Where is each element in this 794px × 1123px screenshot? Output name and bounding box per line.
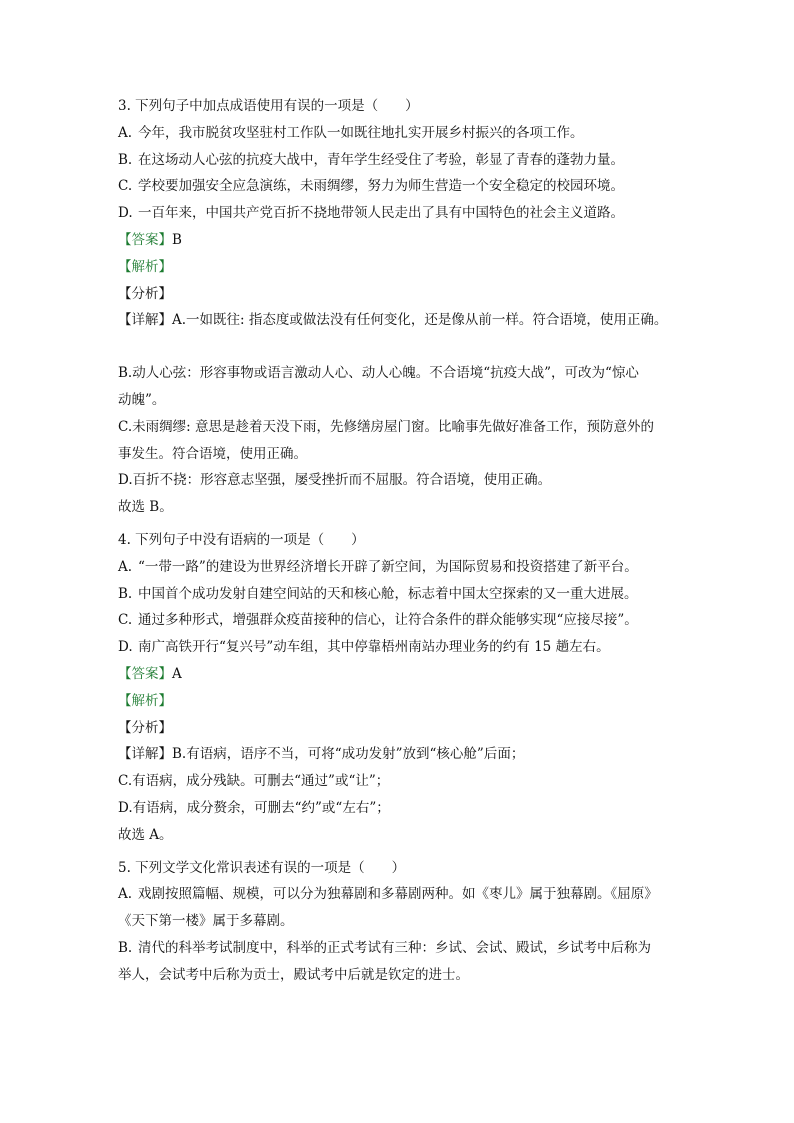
q5-stem: 5. 下列文学文化常识表述有误的一项是（ ） <box>118 859 406 876</box>
q3-conclusion: 故选 B。 <box>118 499 173 516</box>
q3-answer: 【答案】B <box>118 231 182 248</box>
q3-detail-a: 【详解】A.一如既往: 指态度或做法没有任何变化，还是像从前一样。符合语境，使用正确。 <box>118 312 668 329</box>
q4-jiexi-tag: 【解析】 <box>118 692 172 709</box>
q3-detail-c: C.未雨绸缪: 意思是趁着天没下雨，先修缮房屋门窗。比喻事先做好准备工作，预防意外的 <box>118 418 654 435</box>
q3-jiexi-tag: 【解析】 <box>118 258 172 275</box>
q5-option-a-cont: 《天下第一楼》属于多幕剧。 <box>118 913 294 930</box>
q3-option-d: D. 一百年来，中国共产党百折不挠地带领人民走出了具有中国特色的社会主义道路。 <box>118 205 624 222</box>
q4-option-b: B. 中国首个成功发射自建空间站的天和核心舱，标志着中国太空探索的又一重大进展。 <box>118 585 638 602</box>
q4-answer: 【答案】A <box>118 665 182 682</box>
q5-option-a: A. 戏剧按照篇幅、规模，可以分为独幕剧和多幕剧两种。如《枣儿》属于独幕剧。《屈原》 <box>118 886 658 903</box>
q4-stem: 4. 下列句子中没有语病的一项是（ ） <box>118 531 365 548</box>
q4-detail-d: D.有语病，成分赘余，可删去“约”或“左右”； <box>118 799 390 816</box>
q4-option-c: C. 通过多种形式，增强群众疫苗接种的信心，让符合条件的群众能够实现“应接尽接”。 <box>118 612 638 629</box>
q3-detail-b: B.动人心弦：形容事物或语言激动人心、动人心魄。不合语境“抗疫大战”，可改为“惊心 <box>118 365 639 382</box>
q3-detail-c-cont: 事发生。符合语境，使用正确。 <box>118 445 307 462</box>
q5-option-b-cont: 举人，会试考中后称为贡士，殿试考中后就是钦定的进士。 <box>118 966 469 983</box>
q4-detail-c: C.有语病，成分残缺。可删去“通过”或“让”； <box>118 773 390 790</box>
q4-option-d: D. 南广高铁开行“复兴号”动车组，其中停靠梧州南站办理业务的约有 15 趟左右。 <box>118 639 610 656</box>
q3-option-b: B. 在这场动人心弦的抗疫大战中，青年学生经受住了考验，彰显了青春的蓬勃力量。 <box>118 151 624 168</box>
q3-detail-b-cont: 动魄”。 <box>118 391 166 408</box>
q4-fenxi-tag: 【分析】 <box>118 719 172 736</box>
q4-detail-b: 【详解】B.有语病，语序不当，可将“成功发射”放到“核心舱”后面； <box>118 746 525 763</box>
q5-option-b: B. 清代的科举考试制度中，科举的正式考试有三种：乡试、会试、殿试，乡试考中后称为 <box>118 939 651 956</box>
q3-option-a: A. 今年，我市脱贫攻坚驻村工作队一如既往地扎实开展乡村振兴的各项工作。 <box>118 124 584 141</box>
q4-conclusion: 故选 A。 <box>118 826 173 843</box>
q4-option-a: A. “一带一路”的建设为世界经济增长开辟了新空间，为国际贸易和投资搭建了新平台。 <box>118 558 638 575</box>
q3-stem: 3. 下列句子中加点成语使用有误的一项是（ ） <box>118 98 419 114</box>
document-page <box>118 93 688 989</box>
q3-detail-d: D.百折不挠：形容意志坚强，屡受挫折而不屈服。符合语境，使用正确。 <box>118 472 552 489</box>
q3-fenxi-tag: 【分析】 <box>118 285 172 302</box>
q3-option-c: C. 学校要加强安全应急演练，未雨绸缪，努力为师生营造一个安全稳定的校园环境。 <box>118 178 624 195</box>
